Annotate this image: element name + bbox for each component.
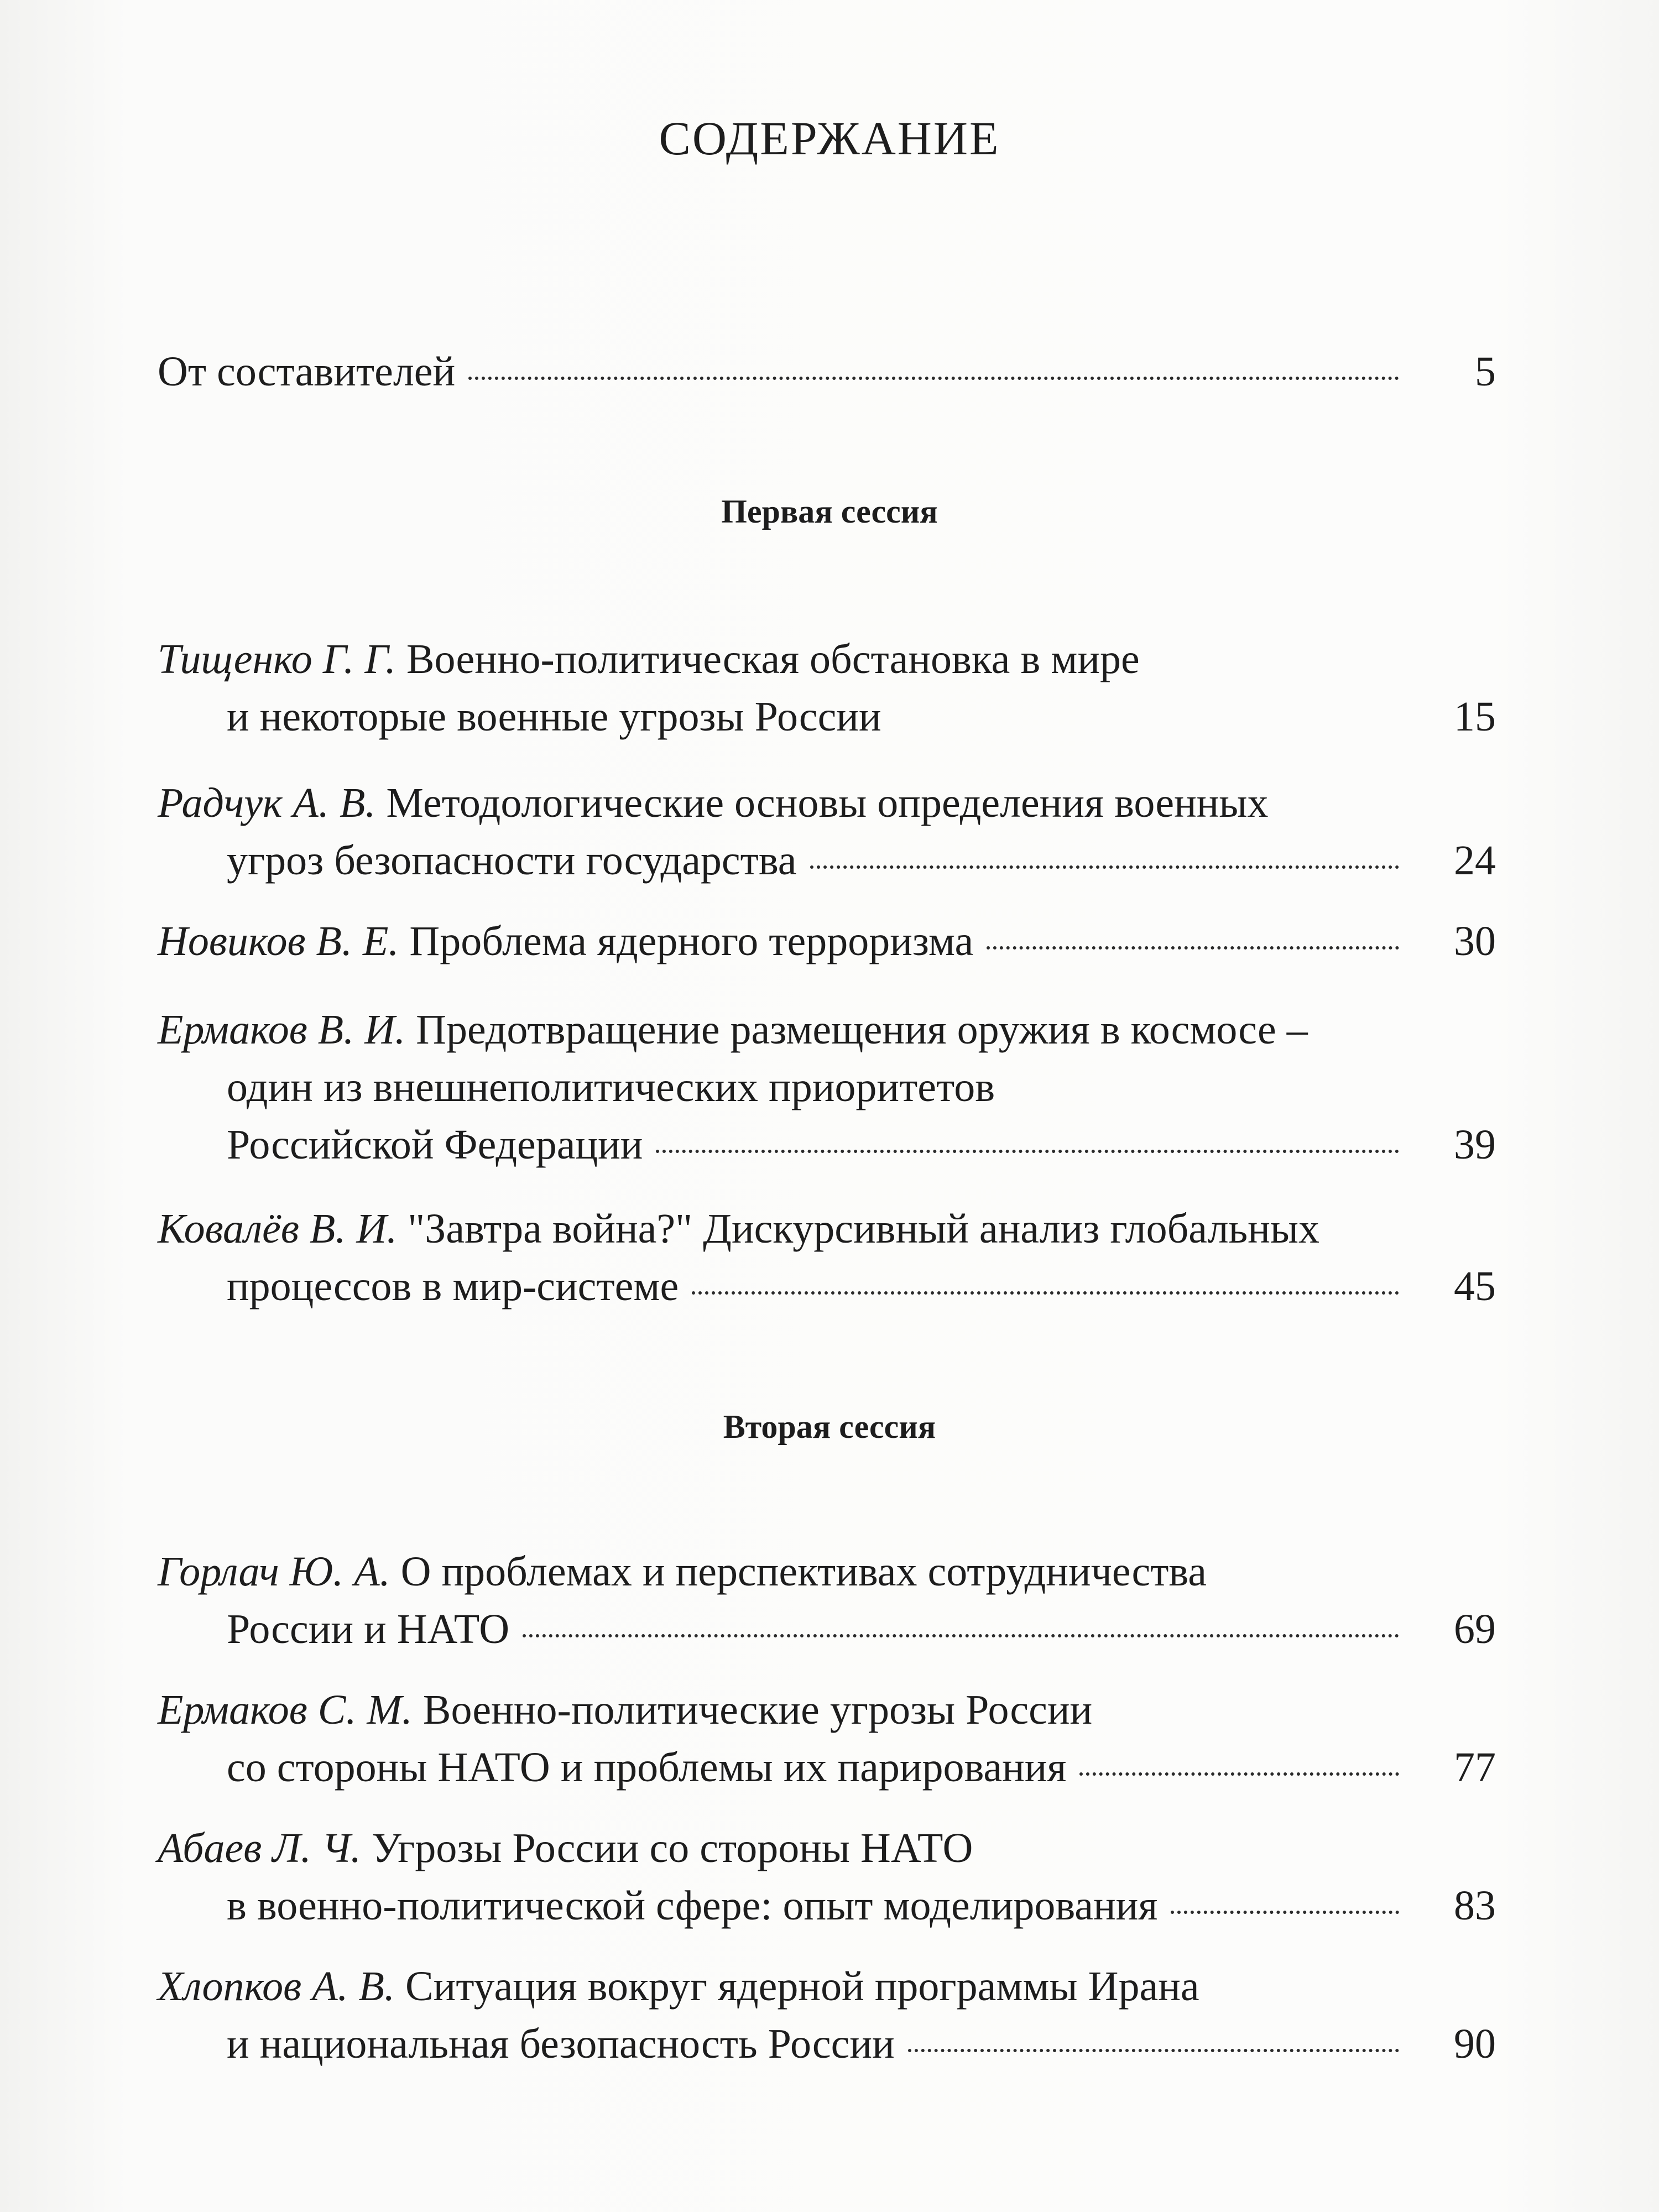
toc-entry-title: Ситуация вокруг ядерной программы Ирана — [405, 1963, 1199, 2010]
toc-page-number: 45 — [1454, 1263, 1496, 1310]
toc-entry — [158, 774, 1496, 889]
toc-line — [158, 1877, 1496, 1934]
toc-entry-title: Методологические основы определения военных — [386, 780, 1269, 826]
toc-entry-title: Российской Федерации — [227, 1121, 643, 1168]
toc-line — [158, 1739, 1496, 1796]
toc-entry-title: О проблемах и перспективах сотрудничества — [400, 1548, 1207, 1595]
toc-entry-author: Тищенко Г. Г. — [158, 636, 396, 682]
toc-line — [158, 1681, 1496, 1739]
toc-entry-author: Ермаков С. М. — [158, 1687, 413, 1733]
toc-entry-title: России и НАТО — [227, 1606, 510, 1652]
toc-line — [158, 1001, 1496, 1058]
toc-line — [158, 1819, 1496, 1877]
toc-entry-author: Горлач Ю. А. — [158, 1548, 390, 1595]
toc-line — [158, 1543, 1496, 1600]
dot-leader — [1079, 1772, 1399, 1776]
toc-entry — [158, 630, 1496, 745]
toc-line — [158, 630, 1496, 688]
toc-line — [158, 1600, 1496, 1658]
toc-entry-title: Угрозы России со стороны НАТО — [372, 1825, 973, 1871]
dot-leader — [523, 1634, 1399, 1637]
toc-line — [158, 832, 1496, 889]
toc-entry-author: Ковалёв В. И. — [158, 1206, 398, 1252]
toc-line — [158, 1200, 1496, 1258]
dot-leader — [987, 946, 1399, 950]
toc-entry-title: Предотвращение размещения оружия в космосе – — [416, 1006, 1308, 1053]
toc-page-number: 83 — [1454, 1882, 1496, 1929]
toc-line — [158, 1116, 1496, 1173]
session-heading-first: Первая сессия — [721, 493, 938, 530]
toc-entry-author: Новиков В. Е. — [158, 918, 399, 964]
toc-line — [158, 2015, 1496, 2073]
toc-entry — [158, 1200, 1496, 1315]
toc-entry-title: один из внешнеполитических приоритетов — [227, 1064, 995, 1110]
toc-page-number: 69 — [1454, 1606, 1496, 1652]
page-title: СОДЕРЖАНИЕ — [659, 112, 1000, 165]
toc-line — [158, 1258, 1496, 1315]
toc-entry-title: Проблема ядерного терроризма — [409, 918, 974, 964]
dot-leader — [468, 377, 1399, 380]
toc-line — [158, 912, 1496, 970]
toc-page-number: 77 — [1454, 1744, 1496, 1791]
toc-entry-author: Радчук А. В. — [158, 780, 376, 826]
toc-entry-title: и некоторые военные угрозы России — [227, 693, 881, 740]
dot-leader — [810, 865, 1400, 869]
toc-line — [158, 343, 1496, 400]
toc-line — [158, 1958, 1496, 2015]
toc-page-number: 30 — [1454, 918, 1496, 964]
toc-line — [158, 774, 1496, 832]
toc-line — [158, 1058, 1496, 1116]
session-heading-second: Вторая сессия — [723, 1408, 936, 1445]
toc-entry-title: со стороны НАТО и проблемы их парирования — [227, 1744, 1067, 1791]
toc-entry-title: "Завтра война?" Дискурсивный анализ глобальных — [408, 1206, 1319, 1252]
toc-line — [158, 688, 1496, 745]
toc-entry-title: в военно-политической сфере: опыт моделирования — [227, 1882, 1158, 1929]
toc-entry — [158, 1958, 1496, 2073]
toc-entry — [158, 912, 1496, 970]
toc-entry — [158, 1543, 1496, 1658]
toc-entry — [158, 1681, 1496, 1796]
toc-page-number: 90 — [1454, 2021, 1496, 2067]
toc-page-number: 24 — [1454, 837, 1496, 884]
toc-entry-title: и национальная безопасность России — [227, 2021, 895, 2067]
toc-entry-title: угроз безопасности государства — [227, 837, 797, 884]
toc-entry-title: процессов в мир-системе — [227, 1263, 679, 1310]
toc-entry-author: Ермаков В. И. — [158, 1006, 406, 1053]
dot-leader — [908, 2049, 1399, 2052]
dot-leader — [656, 1150, 1399, 1153]
toc-entry — [158, 1001, 1496, 1173]
toc-entry-title: Военно-политическая обстановка в мире — [406, 636, 1140, 682]
toc-entry-author: Абаев Л. Ч. — [158, 1825, 362, 1871]
toc-entry-intro — [158, 343, 1496, 400]
dot-leader — [692, 1291, 1399, 1295]
toc-entry-title: Военно-политические угрозы России — [422, 1687, 1093, 1733]
toc-entry-author: Хлопков А. В. — [158, 1963, 395, 2010]
toc-page-number: 15 — [1454, 693, 1496, 740]
toc-page-number: 39 — [1454, 1121, 1496, 1168]
dot-leader — [1171, 1911, 1399, 1914]
toc-entry-title: От составителей — [158, 348, 456, 395]
toc-entry — [158, 1819, 1496, 1934]
toc-page-number: 5 — [1475, 348, 1496, 395]
